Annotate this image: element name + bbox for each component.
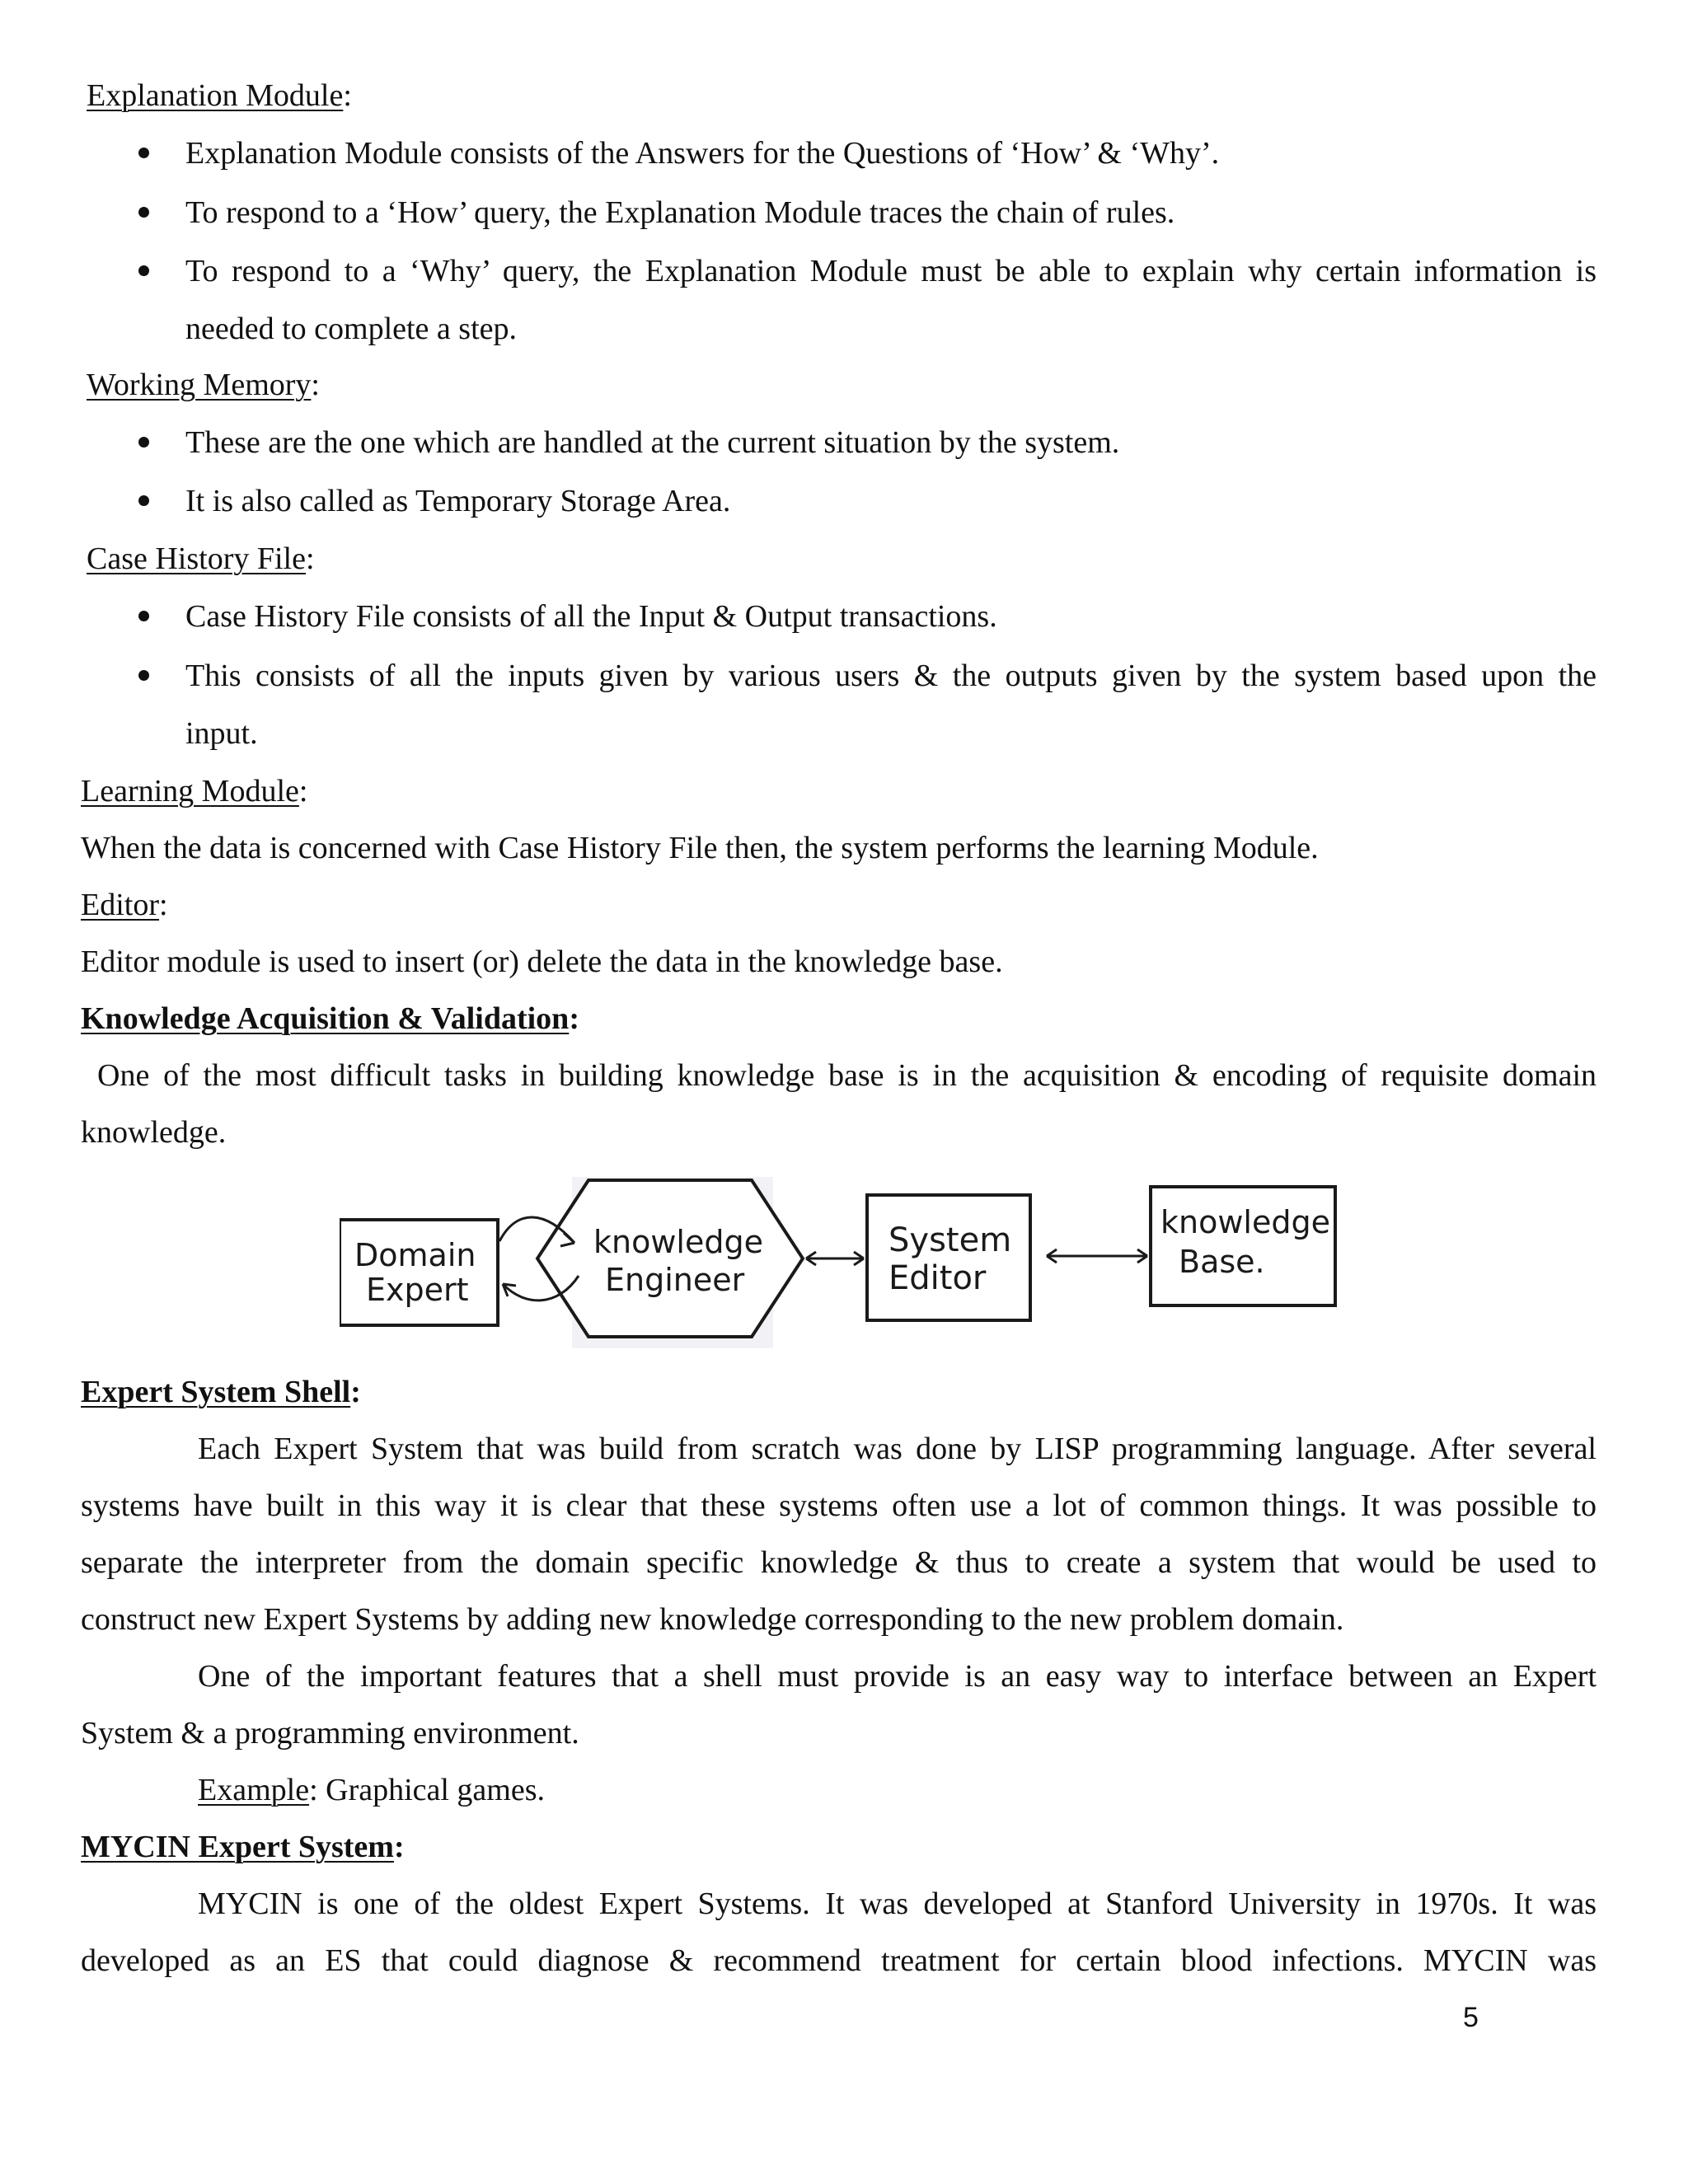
bullet-icon [138, 495, 149, 506]
knowledge-acquisition-line-1: One of the most difficult tasks in building knowledge base is in the acquisition & encoding of requisite domain [97, 1058, 1597, 1093]
knowledge-acquisition-line-2: knowledge. [81, 1115, 227, 1150]
mycin-line-1: MYCIN is one of the oldest Expert Systems. It was developed at Stanford University in 1970s. It was [198, 1886, 1597, 1921]
case-history-bullet-2: This consists of all the inputs given by various users & the outputs given by the system based upon the [185, 658, 1597, 693]
explanation-bullet-3: To respond to a ‘Why’ query, the Explanation Module must be able to explain why certain information is [185, 254, 1597, 288]
shell-line-6: System & a programming environment. [81, 1716, 579, 1750]
mycin-heading: MYCIN Expert System: [81, 1830, 405, 1864]
case-history-heading: Case History File: [87, 541, 315, 576]
shell-line-5: One of the important features that a shell must provide is an easy way to interface between an Expert [198, 1659, 1597, 1694]
explanation-bullet-1: Explanation Module consists of the Answers for the Questions of ‘How’ & ‘Why’. [185, 136, 1220, 171]
domain-expert-label-1: Domain [354, 1237, 476, 1273]
explanation-module-heading: Explanation Module: [87, 78, 352, 113]
shell-line-2: systems have built in this way it is clear that these systems often use a lot of common things. It was possible to [81, 1488, 1597, 1523]
knowledge-engineer-label-2: Engineer [605, 1262, 745, 1298]
shell-line-4: construct new Expert Systems by adding new knowledge corresponding to the new problem domain. [81, 1602, 1344, 1637]
shell-example: Example: Graphical games. [198, 1773, 546, 1807]
domain-expert-label-2: Expert [366, 1272, 469, 1308]
page-number: 5 [1463, 2002, 1479, 2033]
knowledge-base-label-2: Base. [1179, 1244, 1265, 1280]
learning-module-heading: Learning Module: [81, 774, 308, 808]
working-memory-heading: Working Memory: [87, 368, 320, 402]
learning-module-text: When the data is concerned with Case History File then, the system performs the learning Module. [81, 831, 1319, 865]
bullet-icon [138, 207, 149, 218]
system-editor-label-1: System [889, 1221, 1012, 1259]
editor-text: Editor module is used to insert (or) delete the data in the knowledge base. [81, 944, 1003, 979]
explanation-bullet-2: To respond to a ‘How’ query, the Explanation Module traces the chain of rules. [185, 195, 1175, 230]
mycin-line-2: developed as an ES that could diagnose & recommend treatment for certain blood infections. MYCIN was [81, 1943, 1597, 1978]
knowledge-base-label-1: knowledge [1160, 1204, 1330, 1240]
expert-system-shell-heading: Expert System Shell: [81, 1375, 361, 1409]
knowledge-acquisition-heading: Knowledge Acquisition & Validation: [81, 1001, 579, 1036]
case-history-bullet-1: Case History File consists of all the Input & Output transactions. [185, 599, 997, 634]
bullet-icon [138, 265, 149, 276]
working-memory-bullet-2: It is also called as Temporary Storage Area. [185, 484, 731, 518]
knowledge-acquisition-diagram [340, 1169, 1362, 1360]
shell-line-1: Each Expert System that was build from scratch was done by LISP programming language. After several [198, 1432, 1597, 1466]
bullet-icon [138, 148, 149, 158]
knowledge-engineer-label-1: knowledge [593, 1224, 763, 1260]
case-history-bullet-2-cont: input. [185, 716, 258, 751]
shell-line-3: separate the interpreter from the domain specific knowledge & thus to create a system that would be used to [81, 1545, 1597, 1580]
bullet-icon [138, 670, 149, 681]
editor-heading: Editor: [81, 888, 168, 922]
bullet-icon [138, 437, 149, 448]
explanation-bullet-3-cont: needed to complete a step. [185, 312, 518, 346]
bullet-icon [138, 611, 149, 621]
working-memory-bullet-1: These are the one which are handled at the current situation by the system. [185, 425, 1120, 460]
system-editor-label-2: Editor [889, 1259, 987, 1297]
